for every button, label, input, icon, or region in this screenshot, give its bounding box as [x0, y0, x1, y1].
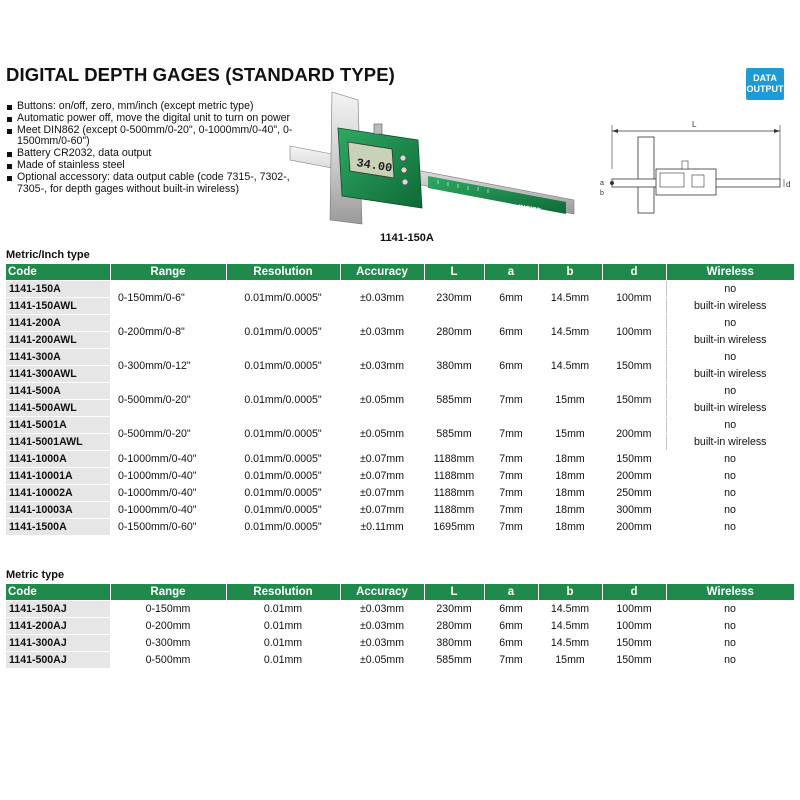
wireless-cell: no	[666, 652, 794, 669]
resolution-cell: 0.01mm/0.0005"	[226, 485, 340, 502]
code-cell: 1141-1000A	[6, 451, 110, 468]
b-cell: 14.5mm	[538, 315, 602, 349]
button-icon	[401, 167, 407, 173]
brand-label: INSIZE	[517, 204, 542, 215]
table-row	[6, 281, 794, 298]
a-cell: 7mm	[484, 652, 538, 669]
table-row	[6, 485, 794, 502]
resolution-cell: 0.01mm/0.0005"	[226, 383, 340, 417]
resolution-cell: 0.01mm/0.0005"	[226, 502, 340, 519]
accuracy-cell: ±0.03mm	[340, 349, 424, 383]
table-row	[6, 349, 794, 366]
d-cell: 150mm	[602, 635, 666, 652]
d-cell: 300mm	[602, 502, 666, 519]
range-cell: 0-150mm/0-6"	[110, 281, 226, 315]
table-row	[6, 451, 794, 468]
l-cell: 230mm	[424, 281, 484, 315]
l-cell: 1188mm	[424, 485, 484, 502]
code-cell: 1141-200AWL	[6, 332, 110, 349]
resolution-cell: 0.01mm/0.0005"	[226, 281, 340, 315]
column-header: Code	[6, 584, 110, 601]
table-row	[6, 383, 794, 400]
range-cell: 0-500mm/0-20"	[110, 383, 226, 417]
b-cell: 14.5mm	[538, 601, 602, 618]
a-cell: 6mm	[484, 635, 538, 652]
b-cell: 18mm	[538, 519, 602, 536]
wireless-cell: no	[666, 485, 794, 502]
d-cell: 150mm	[602, 349, 666, 383]
l-cell: 585mm	[424, 383, 484, 417]
badge-line-2: OUTPUT	[746, 84, 784, 94]
b-cell: 18mm	[538, 502, 602, 519]
b-cell: 15mm	[538, 383, 602, 417]
accuracy-cell: ±0.03mm	[340, 618, 424, 635]
product-caption: 1141-150A	[380, 232, 434, 244]
range-cell: 0-300mm/0-12"	[110, 349, 226, 383]
column-header: Accuracy	[340, 264, 424, 281]
l-cell: 380mm	[424, 635, 484, 652]
a-cell: 6mm	[484, 601, 538, 618]
button-icon	[402, 179, 408, 185]
code-cell: 1141-5001AWL	[6, 434, 110, 451]
l-cell: 380mm	[424, 349, 484, 383]
resolution-cell: 0.01mm	[226, 652, 340, 669]
code-cell: 1141-300AWL	[6, 366, 110, 383]
range-cell: 0-300mm	[110, 635, 226, 652]
range-cell: 0-1500mm/0-60"	[110, 519, 226, 536]
wireless-cell: built-in wireless	[666, 400, 794, 417]
label-d: d	[786, 180, 791, 189]
wireless-cell: no	[666, 417, 794, 434]
table-row	[6, 502, 794, 519]
resolution-cell: 0.01mm/0.0005"	[226, 315, 340, 349]
wireless-cell: no	[666, 315, 794, 332]
l-cell: 1188mm	[424, 502, 484, 519]
section-title-metric: Metric type	[6, 569, 65, 581]
d-cell: 200mm	[602, 519, 666, 536]
feature-item: Buttons: on/off, zero, mm/inch (except metric type)	[6, 101, 296, 113]
wireless-cell: built-in wireless	[666, 366, 794, 383]
metric-table	[6, 584, 794, 669]
accuracy-cell: ±0.05mm	[340, 652, 424, 669]
feature-item: Meet DIN862 (except 0-500mm/0-20", 0-1000mm/0-40", 0-1500mm/0-60")	[6, 125, 296, 149]
range-cell: 0-200mm	[110, 618, 226, 635]
a-cell: 7mm	[484, 485, 538, 502]
column-header: Resolution	[226, 264, 340, 281]
a-cell: 7mm	[484, 451, 538, 468]
feature-item: Made of stainless steel	[6, 160, 296, 172]
a-cell: 7mm	[484, 519, 538, 536]
b-cell: 18mm	[538, 485, 602, 502]
code-cell: 1141-150AJ	[6, 601, 110, 618]
wireless-cell: no	[666, 618, 794, 635]
wireless-cell: no	[666, 383, 794, 400]
resolution-cell: 0.01mm/0.0005"	[226, 519, 340, 536]
column-header: L	[424, 584, 484, 601]
page-title: DIGITAL DEPTH GAGES (STANDARD TYPE)	[6, 64, 395, 85]
accuracy-cell: ±0.07mm	[340, 451, 424, 468]
label-L: L	[692, 120, 697, 129]
resolution-cell: 0.01mm	[226, 601, 340, 618]
column-header: L	[424, 264, 484, 281]
a-cell: 7mm	[484, 468, 538, 485]
l-cell: 1695mm	[424, 519, 484, 536]
accuracy-cell: ±0.07mm	[340, 502, 424, 519]
code-cell: 1141-500AJ	[6, 652, 110, 669]
range-cell: 0-200mm/0-8"	[110, 315, 226, 349]
column-header: Wireless	[666, 584, 794, 601]
a-cell: 6mm	[484, 618, 538, 635]
table-row	[6, 652, 794, 669]
wireless-cell: built-in wireless	[666, 298, 794, 315]
b-cell: 15mm	[538, 417, 602, 451]
table-row	[6, 618, 794, 635]
wireless-cell: built-in wireless	[666, 332, 794, 349]
wireless-cell: no	[666, 519, 794, 536]
badge-line-1: DATA	[753, 73, 777, 83]
accuracy-cell: ±0.05mm	[340, 417, 424, 451]
column-header: d	[602, 264, 666, 281]
range-cell: 0-150mm	[110, 601, 226, 618]
d-cell: 100mm	[602, 281, 666, 315]
label-a: a	[600, 180, 604, 187]
section-title-metric-inch: Metric/Inch type	[6, 249, 90, 261]
table-row	[6, 417, 794, 434]
b-cell: 14.5mm	[538, 349, 602, 383]
l-cell: 585mm	[424, 417, 484, 451]
schematic-base	[638, 137, 654, 213]
code-cell: 1141-500AWL	[6, 400, 110, 417]
code-cell: 1141-10003A	[6, 502, 110, 519]
column-header: b	[538, 264, 602, 281]
table-header-row	[6, 264, 794, 281]
accuracy-cell: ±0.07mm	[340, 485, 424, 502]
code-cell: 1141-200AJ	[6, 618, 110, 635]
code-cell: 1141-1500A	[6, 519, 110, 536]
l-cell: 1188mm	[424, 451, 484, 468]
d-cell: 150mm	[602, 451, 666, 468]
resolution-cell: 0.01mm/0.0005"	[226, 451, 340, 468]
a-cell: 6mm	[484, 315, 538, 349]
column-header: Range	[110, 264, 226, 281]
code-cell: 1141-150AWL	[6, 298, 110, 315]
d-cell: 100mm	[602, 315, 666, 349]
wireless-cell: no	[666, 502, 794, 519]
range-cell: 0-1000mm/0-40"	[110, 468, 226, 485]
wireless-cell: no	[666, 635, 794, 652]
l-cell: 280mm	[424, 315, 484, 349]
l-cell: 230mm	[424, 601, 484, 618]
a-cell: 7mm	[484, 383, 538, 417]
d-cell: 250mm	[602, 485, 666, 502]
wireless-cell: no	[666, 349, 794, 366]
a-cell: 6mm	[484, 349, 538, 383]
table-row	[6, 519, 794, 536]
accuracy-cell: ±0.11mm	[340, 519, 424, 536]
accuracy-cell: ±0.05mm	[340, 383, 424, 417]
lcd-reading: 34.00	[355, 156, 394, 176]
feature-item: Battery CR2032, data output	[6, 148, 296, 160]
accuracy-cell: ±0.03mm	[340, 315, 424, 349]
code-cell: 1141-300AJ	[6, 635, 110, 652]
resolution-cell: 0.01mm	[226, 618, 340, 635]
data-output-badge	[746, 68, 784, 100]
resolution-cell: 0.01mm/0.0005"	[226, 468, 340, 485]
code-cell: 1141-500A	[6, 383, 110, 400]
accuracy-cell: ±0.07mm	[340, 468, 424, 485]
range-cell: 0-1000mm/0-40"	[110, 485, 226, 502]
table-row	[6, 468, 794, 485]
table-header-row	[6, 584, 794, 601]
resolution-cell: 0.01mm/0.0005"	[226, 417, 340, 451]
wireless-cell: no	[666, 451, 794, 468]
metric-body	[6, 601, 794, 669]
d-cell: 100mm	[602, 618, 666, 635]
range-cell: 0-1000mm/0-40"	[110, 451, 226, 468]
accuracy-cell: ±0.03mm	[340, 601, 424, 618]
accuracy-cell: ±0.03mm	[340, 635, 424, 652]
wireless-cell: no	[666, 601, 794, 618]
wireless-cell: no	[666, 468, 794, 485]
b-cell: 15mm	[538, 652, 602, 669]
feature-item: Automatic power off, move the digital unit to turn on power	[6, 113, 296, 125]
column-header: d	[602, 584, 666, 601]
column-header: Range	[110, 584, 226, 601]
metric-inch-body	[6, 281, 794, 536]
a-cell: 6mm	[484, 281, 538, 315]
code-cell: 1141-10002A	[6, 485, 110, 502]
resolution-cell: 0.01mm	[226, 635, 340, 652]
lock-screw-icon	[374, 124, 382, 134]
range-cell: 0-500mm	[110, 652, 226, 669]
feature-list	[6, 101, 296, 195]
column-header: Accuracy	[340, 584, 424, 601]
column-header: Code	[6, 264, 110, 281]
code-cell: 1141-5001A	[6, 417, 110, 434]
code-cell: 1141-150A	[6, 281, 110, 298]
b-cell: 14.5mm	[538, 618, 602, 635]
a-cell: 7mm	[484, 417, 538, 451]
d-cell: 100mm	[602, 601, 666, 618]
a-cell: 7mm	[484, 502, 538, 519]
d-cell: 150mm	[602, 383, 666, 417]
dimension-schematic	[598, 115, 796, 225]
d-cell: 200mm	[602, 468, 666, 485]
metric-inch-table	[6, 264, 794, 536]
table-row	[6, 601, 794, 618]
column-header: Resolution	[226, 584, 340, 601]
range-cell: 0-500mm/0-20"	[110, 417, 226, 451]
column-header: b	[538, 584, 602, 601]
b-cell: 14.5mm	[538, 281, 602, 315]
code-cell: 1141-200A	[6, 315, 110, 332]
column-header: a	[484, 264, 538, 281]
column-header: a	[484, 584, 538, 601]
wireless-cell: built-in wireless	[666, 434, 794, 451]
wireless-cell: no	[666, 281, 794, 298]
code-cell: 1141-10001A	[6, 468, 110, 485]
range-cell: 0-1000mm/0-40"	[110, 502, 226, 519]
feature-item: Optional accessory: data output cable (code 7315-, 7302-, 7305-, for depth gages without built-in wireless)	[6, 172, 296, 196]
l-cell: 585mm	[424, 652, 484, 669]
d-cell: 200mm	[602, 417, 666, 451]
resolution-cell: 0.01mm/0.0005"	[226, 349, 340, 383]
accuracy-cell: ±0.03mm	[340, 281, 424, 315]
table-row	[6, 315, 794, 332]
b-cell: 18mm	[538, 468, 602, 485]
label-b: b	[600, 190, 604, 197]
depth-gage-photo	[288, 92, 578, 234]
l-cell: 280mm	[424, 618, 484, 635]
button-icon	[400, 155, 406, 161]
d-cell: 150mm	[602, 652, 666, 669]
column-header: Wireless	[666, 264, 794, 281]
l-cell: 1188mm	[424, 468, 484, 485]
table-row	[6, 635, 794, 652]
b-cell: 14.5mm	[538, 635, 602, 652]
code-cell: 1141-300A	[6, 349, 110, 366]
b-cell: 18mm	[538, 451, 602, 468]
